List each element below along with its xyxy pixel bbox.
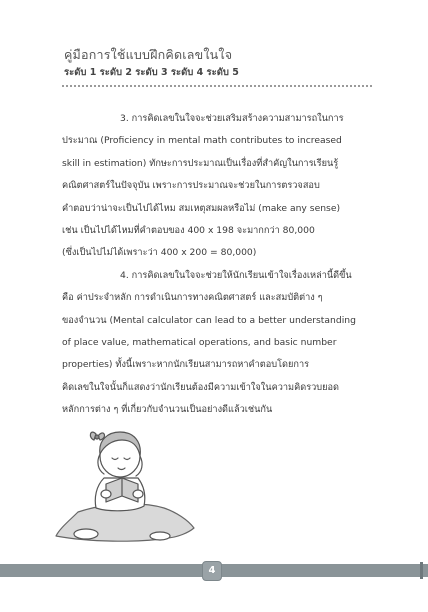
manual-title: คู่มือการใช้แบบฝึกคิดเลขในใจ — [64, 47, 233, 62]
header-divider — [62, 85, 372, 87]
paragraph-line: คำตอบว่าน่าจะเป็นไปได้ไหม สมเหตุสมผลหรือไม่ (make any sense) — [62, 202, 341, 214]
footer-edge-tab — [420, 562, 423, 579]
paragraph-line: 4. การคิดเลขในใจจะช่วยให้นักเรียนเข้าใจเรื่องเหล่านี้ดีขึ้น — [120, 269, 352, 281]
page-number-badge: 4 — [202, 561, 222, 581]
paragraph-line: คือ ค่าประจำหลัก การดำเนินการทางคณิตศาสตร์ และสมบัติต่าง ๆ — [62, 292, 323, 304]
paragraph-line: คณิตศาสตร์ในปัจจุบัน เพราะการประมาณจะช่วยในการตรวจสอบ — [62, 180, 320, 192]
paragraph-line: หลักการต่าง ๆ ที่เกี่ยวกับจำนวนเป็นอย่างดีแล้วเช่นกัน — [62, 404, 273, 416]
paragraph-line: เช่น เป็นไปได้ไหมที่คำตอบของ 400 x 198 จะมากกว่า 80,000 — [62, 225, 315, 237]
paragraph-line: 3. การคิดเลขในใจจะช่วยเสริมสร้างความสามารถในการ — [120, 113, 344, 124]
paragraph-line: (ซึ่งเป็นไปไม่ได้เพราะว่า 400 x 200 = 80,000) — [62, 247, 257, 259]
paragraph-line: ประมาณ (Proficiency in mental math contributes to increased — [62, 135, 342, 147]
paragraph-line: คิดเลขในใจนั้นก็แสดงว่านักเรียนต้องมีความเข้าใจในความคิดรวบยอด — [62, 381, 339, 393]
paragraph-line: properties) ทั้งนี้เพราะหากนักเรียนสามารถหาคำตอบโดยการ — [62, 359, 310, 371]
level-list: ระดับ 1 ระดับ 2 ระดับ 3 ระดับ 4 ระดับ 5 — [64, 67, 239, 78]
paragraph-line: ของจำนวน (Mental calculator can lead to a better understanding — [62, 314, 356, 326]
paragraph-line: skill in estimation) ทักษะการประมาณเป็นเรื่องที่สำคัญในการเรียนรู้ — [62, 157, 339, 169]
body-text — [62, 108, 368, 422]
paragraph-line: of place value, mathematical operations, and basic number — [62, 337, 337, 349]
girl-reading-book-icon — [48, 416, 202, 544]
